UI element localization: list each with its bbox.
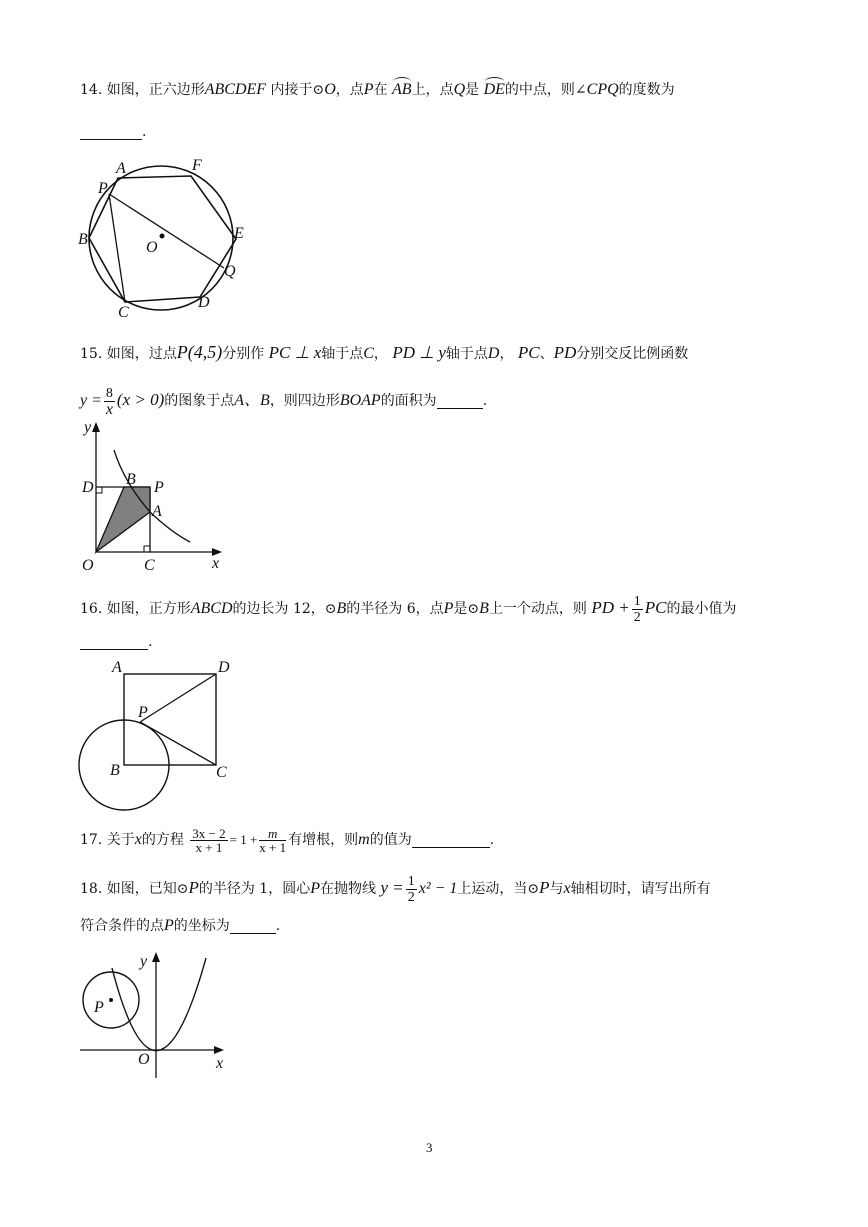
problem-16-answer: .: [80, 632, 152, 652]
problem-15-text-line1: 15. 如图，过点P(4,5)分别作 PC ⊥ x轴于点C， PD ⊥ y轴于点D， PC、PD分别交反比例函数: [80, 342, 689, 362]
page-number: 3: [426, 1140, 433, 1155]
label-Q: Q: [224, 263, 236, 280]
label-x: x: [212, 555, 220, 572]
label-O: O: [138, 1051, 150, 1068]
label-A: A: [152, 503, 162, 520]
answer-blank-17[interactable]: [412, 831, 490, 848]
answer-blank-15[interactable]: [437, 392, 483, 409]
label-B: B: [78, 231, 88, 248]
label-A: A: [112, 659, 122, 676]
figure-14: [74, 150, 254, 320]
label-A: A: [116, 160, 126, 177]
label-O: O: [146, 239, 158, 256]
label-D: D: [82, 479, 94, 496]
label-P: P: [154, 479, 164, 496]
label-D: D: [198, 294, 210, 311]
label-C: C: [118, 304, 129, 320]
label-B: B: [110, 762, 120, 779]
arc-de: DE: [483, 81, 505, 98]
label-P: P: [138, 704, 148, 721]
label-D: D: [218, 659, 230, 676]
label-O: O: [82, 557, 94, 574]
problem-15-text-line2: y = $\frac{8}{x}$ (x > 0)的图象于点A、B，则四边形BOAP的面积为 .: [80, 385, 488, 418]
label-C: C: [144, 557, 155, 574]
label-x: x: [216, 1055, 224, 1072]
answer-blank-16[interactable]: [80, 633, 148, 650]
problem-17-text: 17. 关于x的方程 $\frac{3x - 2}{x + 1}$ = 1 + $\frac{m}{x + 1}$ 有增根，则m的值为 .: [80, 825, 495, 855]
answer-blank-18[interactable]: [230, 917, 276, 934]
label-P: P: [98, 180, 108, 197]
label-C: C: [216, 764, 227, 781]
figure-15: [76, 420, 236, 575]
problem-14-text: 14. 如图，正六边形ABCDEF 内接于⊙O，点P在 AB上，点Q是 DE的中点，则∠CPQ的度数为: [80, 81, 675, 98]
problem-16-text: 16. 如图，正方形ABCD的边长为 12，⊙B的半径为 6，点P是⊙B上一个动点，则 PD + $\frac{1}{2}$ PC的最小值为: [80, 593, 737, 625]
arc-ab: AB: [392, 81, 412, 98]
label-y: y: [140, 953, 148, 970]
label-E: E: [234, 225, 244, 242]
problem-14-answer: .: [80, 122, 146, 142]
answer-blank-14[interactable]: [80, 123, 142, 140]
label-y: y: [84, 420, 92, 436]
problem-18-text-line2: 符合条件的点P的坐标为 .: [80, 917, 281, 934]
label-B: B: [126, 471, 136, 488]
label-P: P: [94, 999, 104, 1016]
figure-18: [74, 948, 244, 1088]
label-F: F: [192, 157, 202, 174]
problem-18-text-line1: 18. 如图，已知⊙P的半径为 1，圆心P在抛物线 y = $\frac{1}{2}$ x² − 1上运动，当⊙P与x轴相切时，请写出所有: [80, 873, 711, 905]
figure-16: [74, 655, 244, 815]
